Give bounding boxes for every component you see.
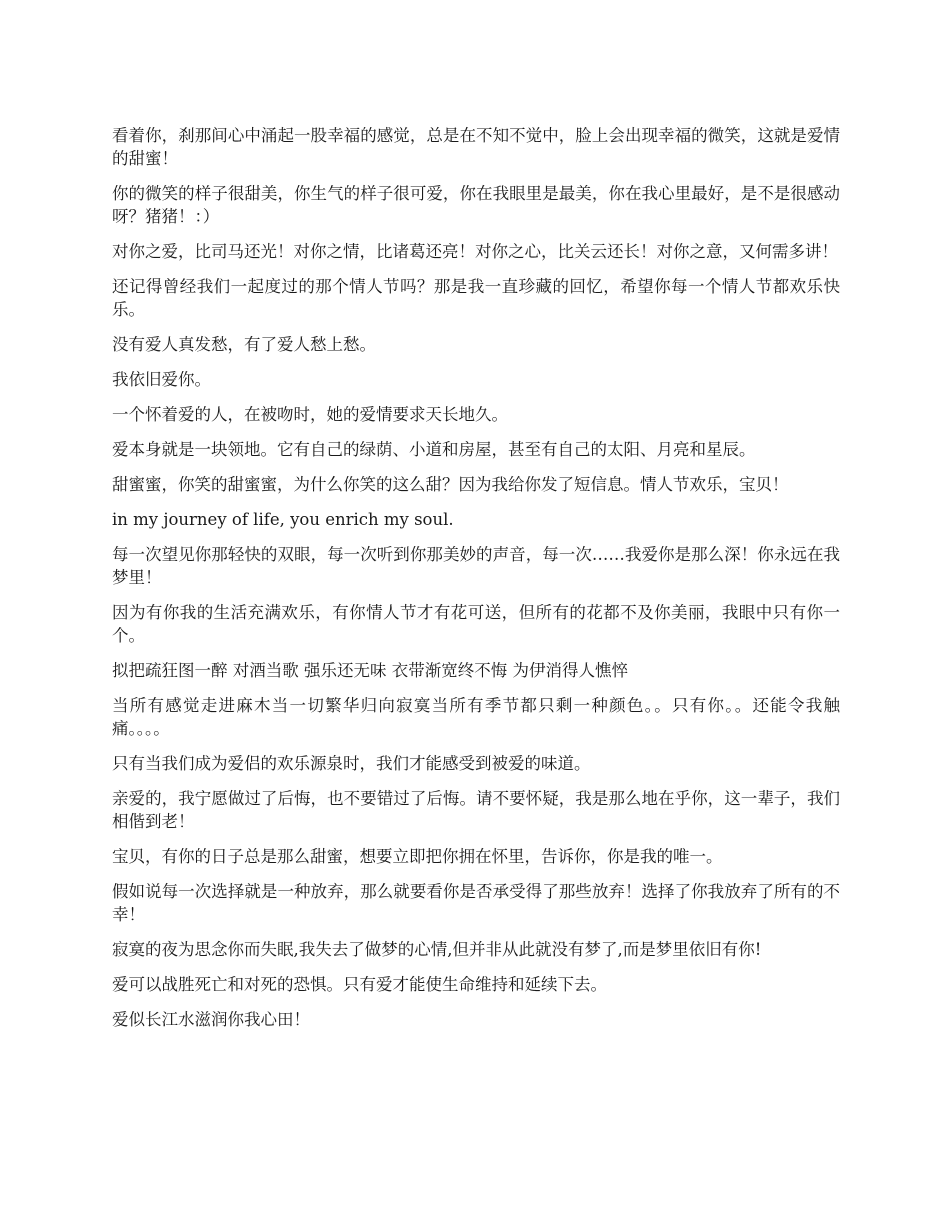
paragraph: in my journey of life, you enrich my soul. [112, 510, 454, 529]
paragraph: 假如说每一次选择就是一种放弃，那么就要看你是否承受得了那些放弃！选择了你我放弃了所有的不幸！ [112, 882, 840, 924]
paragraph: 宝贝，有你的日子总是那么甜蜜，想要立即把你拥在怀里，告诉你，你是我的唯一。 [112, 847, 723, 866]
paragraph: 爱可以战胜死亡和对死的恐惧。只有爱才能使生命维持和延续下去。 [112, 975, 607, 994]
paragraph: 每一次望见你那轻快的双眼，每一次听到你那美妙的声音，每一次……我爱你是那么深！你永远在我梦里！ [112, 545, 840, 587]
paragraph: 甜蜜蜜，你笑的甜蜜蜜，为什么你笑的这么甜？因为我给你发了短信息。情人节欢乐，宝贝！ [112, 475, 789, 494]
paragraph: 我依旧爱你。 [112, 370, 211, 389]
paragraph: 爱似长江水滋润你我心田！ [112, 1010, 310, 1029]
paragraph: 因为有你我的生活充满欢乐，有你情人节才有花可送，但所有的花都不及你美丽，我眼中只有你一个。 [112, 603, 840, 645]
paragraph: 当所有感觉走进麻木当一切繁华归向寂寞当所有季节都只剩一种颜色。。只有你。。还能令我触痛。。。。 [112, 696, 840, 738]
document-body [112, 124, 840, 1043]
paragraph: 对你之爱，比司马还光！对你之情，比诸葛还亮！对你之心，比关云还长！对你之意，又何需多讲！ [112, 242, 838, 261]
paragraph: 还记得曾经我们一起度过的那个情人节吗？那是我一直珍藏的回忆，希望你每一个情人节都欢乐快乐。 [112, 277, 840, 319]
paragraph: 一个怀着爱的人，在被吻时，她的爱情要求天长地久。 [112, 405, 508, 424]
paragraph: 寂寞的夜为思念你而失眠,我失去了做梦的心情,但并非从此就没有梦了,而是梦里依旧有你! [112, 940, 762, 959]
paragraph: 没有爱人真发愁，有了爱人愁上愁。 [112, 335, 376, 354]
paragraph: 爱本身就是一块领地。它有自己的绿荫、小道和房屋，甚至有自己的太阳、月亮和星辰。 [112, 440, 756, 459]
paragraph: 你的微笑的样子很甜美，你生气的样子很可爱，你在我眼里是最美，你在我心里最好，是不是很感动呀？猪猪！：） [112, 184, 840, 226]
paragraph: 看着你，刹那间心中涌起一股幸福的感觉，总是在不知不觉中，脸上会出现幸福的微笑，这就是爱情的甜蜜！ [112, 126, 840, 168]
paragraph: 拟把疏狂图一醉 对酒当歌 强乐还无味 衣带渐宽终不悔 为伊消得人憔悴 [112, 661, 628, 680]
paragraph: 只有当我们成为爱侣的欢乐源泉时，我们才能感受到被爱的味道。 [112, 754, 591, 773]
paragraph: 亲爱的，我宁愿做过了后悔，也不要错过了后悔。请不要怀疑，我是那么地在乎你，这一辈子，我们相偕到老！ [112, 789, 840, 831]
